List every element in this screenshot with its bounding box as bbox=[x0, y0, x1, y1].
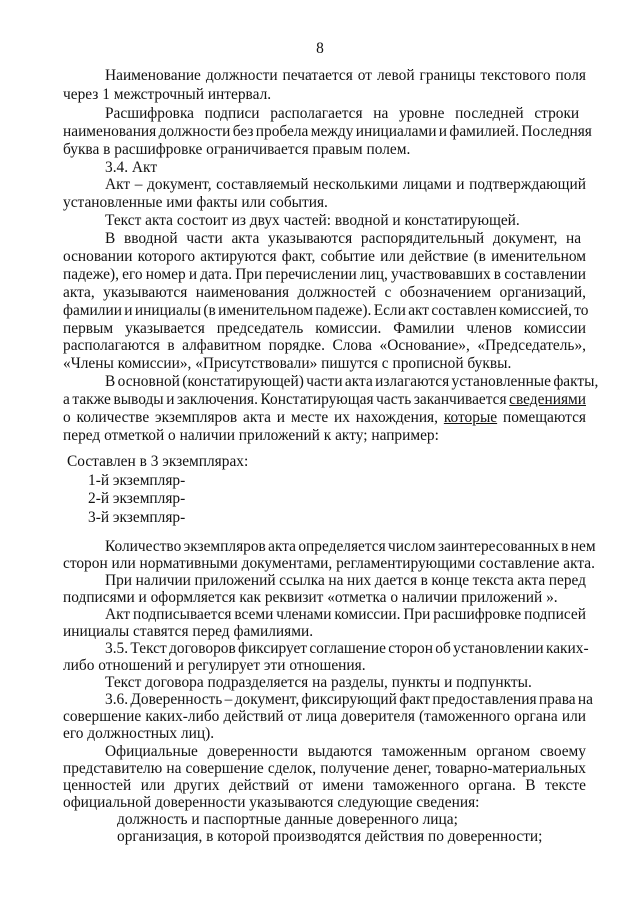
section-heading: 3.4. Акт bbox=[105, 159, 158, 176]
text-line: фамилии и инициалы (в именительном падеже). Если акт составлен комиссией, то bbox=[63, 302, 589, 319]
text-line: акта, указываются наименования должностей с обозначением организаций, bbox=[63, 284, 586, 301]
text-line: официальной доверенности указываются следующие сведения: bbox=[63, 794, 480, 811]
text-line: падеже), его номер и дата. При перечислении лиц, участвовавших в составлении bbox=[63, 266, 586, 283]
text-line: 3.6. Доверенность – документ, фиксирующий факт предоставления права на bbox=[105, 691, 593, 708]
example-line: 3-й экземпляр- bbox=[88, 509, 186, 526]
underlined-word: сведениями bbox=[509, 391, 586, 408]
text-line: Официальные доверенности выдаются таможенным органом своему bbox=[105, 743, 586, 760]
text-line: 3.5. Текст договоров фиксирует соглашение сторон об установлении каких- bbox=[105, 640, 589, 657]
text-line bbox=[63, 410, 586, 426]
text-fragment: о количестве экземпляров акта и месте их нахождения, bbox=[63, 409, 438, 426]
text-line: При наличии приложений ссылка на них дается в конце текста акта перед bbox=[105, 572, 586, 589]
text-line: установленные ими факты или события. bbox=[63, 194, 328, 211]
text-line: Акт подписывается всеми членами комиссии. При расшифровке подписей bbox=[105, 606, 586, 623]
text-line: перед отметкой о наличии приложений к акту; например: bbox=[63, 427, 439, 444]
text-line: инициалы ставятся перед фамилиями. bbox=[63, 623, 314, 640]
text-line: совершение каких-либо действий от лица доверителя (таможенного органа или bbox=[63, 708, 586, 725]
text-line: основании которого актируются факт, событие или действие (в именительном bbox=[63, 248, 586, 265]
text-fragment: помещаются bbox=[502, 409, 586, 426]
text-line: подписями и оформляется как реквизит «отметка о наличии приложений ». bbox=[63, 589, 558, 606]
text-line: Текст акта состоит из двух частей: вводной и констатирующей. bbox=[105, 212, 520, 229]
text-fragment: а также выводы и заключения. Констатирующая часть заканчивается bbox=[63, 391, 507, 408]
example-line: 2-й экземпляр- bbox=[88, 490, 186, 507]
text-line: первым указывается председатель комиссии. Фамилии членов комиссии bbox=[63, 320, 586, 337]
text-line: Наименование должности печатается от левой границы текстового поля bbox=[105, 67, 586, 84]
text-line: располагаются в алфавитном порядке. Слова «Основание», «Председатель», bbox=[63, 337, 586, 354]
list-item: должность и паспортные данные доверенного лица; bbox=[117, 811, 458, 828]
text-line: наименования должности без пробела между инициалами и фамилией. Последняя bbox=[63, 123, 592, 140]
text-line: буква в расшифровке ограничивается правым полем. bbox=[63, 141, 411, 158]
text-line bbox=[63, 392, 586, 408]
example-line: 1-й экземпляр- bbox=[88, 472, 186, 489]
example-line: Составлен в 3 экземплярах: bbox=[67, 453, 249, 470]
text-line: В вводной части акта указываются распорядительный документ, на bbox=[105, 230, 582, 247]
text-line: его должностных лиц). bbox=[63, 725, 215, 742]
text-line: Текст договора подразделяется на разделы, пункты и подпункты. bbox=[105, 674, 532, 691]
text-line: Количество экземпляров акта определяется числом заинтересованных в нем bbox=[105, 538, 596, 555]
text-line: В основной (констатирующей) части акта излагаются установленные факты, bbox=[105, 373, 599, 390]
text-line: Акт – документ, составляемый несколькими лицами и подтверждающий bbox=[105, 176, 586, 193]
text-line: представителю на совершение сделок, получение денег, товарно-материальных bbox=[63, 760, 586, 777]
list-item: организация, в которой производятся действия по доверенности; bbox=[117, 828, 543, 845]
text-line: «Члены комиссии», «Присутствовали» пишутся с прописной буквы. bbox=[63, 355, 512, 372]
text-line: либо отношений и регулирует эти отношения. bbox=[63, 657, 366, 674]
text-line: ценностей или других действий от имени таможенного органа. В тексте bbox=[63, 777, 586, 794]
text-line: через 1 межстрочный интервал. bbox=[63, 86, 272, 103]
underlined-word: которые bbox=[443, 409, 498, 426]
text-line: сторон или нормативными документами, регламентирующими составление акта. bbox=[63, 555, 595, 572]
text-line: Расшифровка подписи располагается на уровне последней строки bbox=[105, 105, 580, 122]
page-number: 8 bbox=[316, 40, 324, 57]
